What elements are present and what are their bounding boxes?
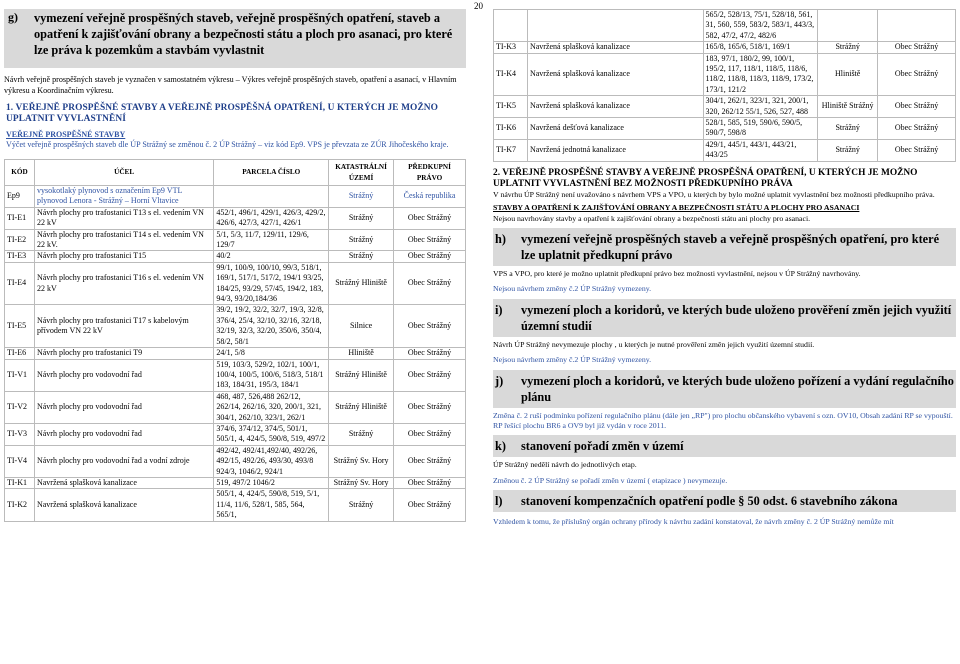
table-row <box>5 305 466 348</box>
cell-uzemi: Silnice <box>329 305 394 348</box>
cell-parcela: 452/1, 496/1, 429/1, 426/3, 429/2, 426/6, 427/3, 427/1, 426/1 <box>214 207 329 229</box>
cell-uzemi: Strážný <box>818 139 878 161</box>
section-g-label: g) <box>8 10 18 24</box>
table-row <box>5 251 466 262</box>
section-h-note: Nejsou návrhem změny č.2 ÚP Strážný vymezeny. <box>493 284 652 294</box>
section-j-note: Změna č. 2 ruší podmínku pořízení regulačního plánu (dále jen „RP") pro plochu občanského vybavení s ozn. OV10, Obsah zadání RP se vypouští. RP řešící plochu BR6 a OV9 byl již vydán v roce 2011. <box>493 410 953 430</box>
cell-kod: TI-E2 <box>5 229 35 251</box>
page-number: 20 <box>474 1 483 11</box>
cell-prava: Obec Strážný <box>878 139 956 161</box>
cell-parcela: 565/2, 528/13, 75/1, 528/18, 561, 31, 560, 559, 583/2, 583/1, 443/3, 582, 47/2, 47/2, 482/6 <box>703 10 818 42</box>
cell-kod: TI-K7 <box>494 139 528 161</box>
cell-kod: Ep9 <box>5 186 35 208</box>
cell-prava: Obec Strážný <box>878 118 956 140</box>
cell-kod: TI-K6 <box>494 118 528 140</box>
cell-kod: TI-K3 <box>494 42 528 53</box>
section-g-intro: Návrh veřejně prospěšných staveb je vyznačen v samostatném výkresu – Výkres veřejně prospěšných staveb, opatření a asanací, v Hlavním výkresu a Koordinačním výkresu. <box>4 75 457 95</box>
cell-kod: TI-V2 <box>5 391 35 423</box>
cell-ucel: Návrh plochy pro trafostanici T17 s kabelovým přívodem VN 22 kV <box>34 305 213 348</box>
cell-ucel: Navržená jednotná kanalizace <box>527 139 703 161</box>
section-1-title: 1. VEŘEJNĚ PROSPĚŠNÉ STAVBY A VEŘEJNĚ PROSPĚŠNÁ OPATŘENÍ, U KTERÝCH JE MOŽNO UPLATNIT VYVLASTNĚNÍ <box>6 103 439 124</box>
cell-ucel: Návrh plochy pro vodovodní řad <box>34 423 213 445</box>
table-row <box>494 118 956 140</box>
table-row <box>494 139 956 161</box>
cell-prava: Obec Strážný <box>394 477 466 488</box>
cell-ucel: Navržená splašková kanalizace <box>34 477 213 488</box>
cell-uzemi: Strážný <box>329 186 394 208</box>
table-row <box>5 391 466 423</box>
cell-uzemi: Hliniště Strážný <box>818 96 878 118</box>
table-row <box>5 348 466 359</box>
section-j-title: vymezení ploch a koridorů, ve kterých bude uloženo pořízení a vydání regulačního plánu <box>521 373 954 404</box>
cell-kod: TI-V4 <box>5 445 35 477</box>
section-1-note: Výčet veřejně prospěšných staveb dle ÚP Strážný se změnou č. 2 ÚP Strážný – viz kód Ep9. VPS je převzata ze ZÚR Jihočeského kraje. <box>6 140 449 149</box>
table-row <box>494 53 956 96</box>
cell-parcela <box>214 186 329 208</box>
cell-ucel: Návrh plochy pro vodovodní řad <box>34 391 213 423</box>
cell-prava <box>878 10 956 42</box>
cell-prava: Obec Strážný <box>394 207 466 229</box>
section-i-note: Nejsou návrhem změny č.2 ÚP Strážný vymezeny. <box>493 355 652 365</box>
cell-ucel: Navržená dešťová kanalizace <box>527 118 703 140</box>
cell-parcela: 505/1, 4, 424/5, 590/8, 519, 5/1, 11/4, 11/6, 528/1, 585, 564, 565/1, <box>214 489 329 521</box>
section-h-text: VPS a VPO, pro které je možno uplatnit předkupní právo bez možnosti vyvlastnění, nejsou v ÚP Strážný navrhovány. <box>493 268 861 278</box>
header-prava: PŘEDKUPNÍ PRÁVO <box>394 160 466 186</box>
cell-prava: Obec Strážný <box>394 251 466 262</box>
section-k-note: Změnou č. 2 ÚP Strážný se pořadí změn v území ( etapizace ) nevymezuje. <box>493 475 728 485</box>
cell-parcela: 5/1, 5/3, 11/7, 129/11, 129/6, 129/7 <box>214 229 329 251</box>
cell-parcela: 99/1, 100/9, 100/10, 99/3, 518/1, 169/1, 517/1, 517/2, 194/1 93/25, 184/25, 93/29, 57/45, 194/2, 183, 94/3, 93/20,184/36 <box>214 262 329 305</box>
section-1 <box>4 102 466 151</box>
cell-uzemi: Strážný <box>329 251 394 262</box>
section-h-label: h) <box>495 231 506 246</box>
section-i-header <box>493 299 956 337</box>
section-l-title: stanovení kompenzačních opatření podle § 50 odst. 6 stavebního zákona <box>521 494 898 509</box>
right-column <box>493 9 956 528</box>
cell-kod: TI-K2 <box>5 489 35 521</box>
table-row <box>5 445 466 477</box>
cell-prava: Obec Strážný <box>394 489 466 521</box>
section-2-text: V návrhu ÚP Strážný není uvažováno s návrhem VPS a VPO, u kterých by bylo možné uplatnit vyvlastnění bez možnosti předkupního práva. <box>493 189 935 199</box>
cell-ucel: Návrh plochy pro trafostanici T14 s el. vedením VN 22 kV. <box>34 229 213 251</box>
section-g-title: vymezení veřejně prospěšných staveb, veřejně prospěšných opatření, staveb a opatření k zajišťování obrany a bezpečnosti státu a ploch pro asanaci, pro které lze práva k pozemkům a stavbám vyvlastnit <box>34 11 453 57</box>
section-l-note: Vzhledem k tomu, že příslušný orgán ochrany přírody k návrhu zadání konstatoval, že návrh změny č. 2 ÚP Strážný nemůže mít <box>493 517 894 527</box>
cell-parcela: 304/1, 262/1, 323/1, 321, 200/1, 320, 262/12 55/1, 526, 527, 488 <box>703 96 818 118</box>
cell-kod: TI-E6 <box>5 348 35 359</box>
cell-ucel: Návrh plochy pro trafostanici T9 <box>34 348 213 359</box>
cell-parcela: 429/1, 445/1, 443/1, 443/21, 443/25 <box>703 139 818 161</box>
cell-parcela: 165/8, 165/6, 518/1, 169/1 <box>703 42 818 53</box>
section-1-subtitle: VEŘEJNĚ PROSPĚŠNÉ STAVBY <box>6 130 126 139</box>
cell-prava: Obec Strážný <box>394 262 466 305</box>
vps-table-continued-body <box>494 10 956 162</box>
section-i-label: i) <box>495 302 503 317</box>
cell-uzemi: Strážný <box>329 229 394 251</box>
cell-uzemi: Hliniště <box>329 348 394 359</box>
table-row <box>5 477 466 488</box>
cell-prava: Obec Strážný <box>394 348 466 359</box>
vps-table-continued <box>493 9 956 162</box>
section-i-text: Návrh ÚP Strážný nevymezuje plochy , u kterých je nutné prověření změn jejich využití územní studií. <box>493 339 815 349</box>
cell-prava: Obec Strážný <box>878 53 956 96</box>
table-row <box>5 186 466 208</box>
cell-prava: Obec Strážný <box>394 423 466 445</box>
section-l-header <box>493 490 956 512</box>
cell-ucel <box>527 10 703 42</box>
cell-ucel: Návrh plochy pro trafostanici T15 <box>34 251 213 262</box>
cell-parcela: 24/1, 5/8 <box>214 348 329 359</box>
cell-kod: TI-K4 <box>494 53 528 96</box>
vps-table-body <box>5 186 466 522</box>
cell-parcela: 528/1, 585, 519, 590/6, 590/5, 590/7, 598/8 <box>703 118 818 140</box>
cell-ucel: Navržená splašková kanalizace <box>527 96 703 118</box>
table-row <box>494 96 956 118</box>
cell-parcela: 468, 487, 526,488 262/12, 262/14, 262/16, 320, 200/1, 321, 304/1, 262/10, 323/1, 262/1 <box>214 391 329 423</box>
cell-uzemi: Strážný <box>329 489 394 521</box>
cell-uzemi <box>818 10 878 42</box>
cell-ucel: Návrh plochy pro trafostanici T13 s el. vedením VN 22 kV <box>34 207 213 229</box>
cell-kod: TI-E1 <box>5 207 35 229</box>
cell-ucel: vysokotlaký plynovod s označením Ep9 VTL plynovod Lenora - Strážný – Horní Vltavice <box>34 186 213 208</box>
cell-uzemi: Strážný <box>329 207 394 229</box>
cell-ucel: Navržená splašková kanalizace <box>34 489 213 521</box>
cell-uzemi: Strážný Hliniště <box>329 262 394 305</box>
cell-uzemi: Strážný Hliniště <box>329 359 394 391</box>
cell-parcela: 39/2, 19/2, 32/2, 32/7, 19/3, 32/8, 376/4, 25/4, 32/10, 32/16, 32/18, 32/19, 32/3, 32/20, 350/6, 350/4, 58/2, 58/1 <box>214 305 329 348</box>
cell-ucel: Návrh plochy pro trafostanici T16 s el. vedením VN 22 kV <box>34 262 213 305</box>
table-row <box>5 262 466 305</box>
cell-kod: TI-K1 <box>5 477 35 488</box>
section-k-title: stanovení pořadí změn v území <box>521 439 684 454</box>
left-column <box>4 9 466 522</box>
cell-kod: TI-E5 <box>5 305 35 348</box>
cell-ucel: Návrh plochy pro vodovodní řad <box>34 359 213 391</box>
cell-uzemi: Strážný Sv. Hory <box>329 445 394 477</box>
cell-uzemi: Strážný <box>329 423 394 445</box>
cell-ucel: Návrh plochy pro vodovodní řad a vodní zdroje <box>34 445 213 477</box>
header-uzemi: KATASTRÁLNÍ ÚZEMÍ <box>329 160 394 186</box>
section-j-label: j) <box>495 373 504 388</box>
table-row <box>5 229 466 251</box>
section-l-label: l) <box>495 494 503 509</box>
section-h-header <box>493 228 956 266</box>
cell-uzemi: Strážný Hliniště <box>329 391 394 423</box>
cell-prava: Obec Strážný <box>394 359 466 391</box>
header-ucel: ÚČEL <box>34 160 213 186</box>
section-j-header <box>493 370 956 408</box>
cell-parcela: 40/2 <box>214 251 329 262</box>
cell-prava: Obec Strážný <box>394 445 466 477</box>
section-h-title: vymezení veřejně prospěšných staveb a veřejně prospěšných opatření, pro které lze uplatnit předkupní právo <box>521 231 940 262</box>
cell-parcela: 183, 97/1, 180/2, 99, 100/1, 195/2, 117, 118/1, 118/5, 118/6, 118/2, 118/8, 118/3, 118/9, 173/2, 173/1, 121/2 <box>703 53 818 96</box>
cell-prava: Obec Strážný <box>878 96 956 118</box>
cell-parcela: 374/6, 374/12, 374/5, 501/1, 505/1, 4, 424/5, 590/8, 519, 497/2 <box>214 423 329 445</box>
cell-kod: TI-V1 <box>5 359 35 391</box>
table-row <box>5 423 466 445</box>
cell-prava: Obec Strážný <box>394 229 466 251</box>
cell-kod: TI-V3 <box>5 423 35 445</box>
section-k-text: ÚP Strážný nedělí návrh do jednotlivých etap. <box>493 460 637 470</box>
cell-prava: Česká republika <box>394 186 466 208</box>
section-k-label: k) <box>495 439 506 454</box>
table-row <box>5 489 466 521</box>
table-row <box>5 359 466 391</box>
cell-kod: TI-K5 <box>494 96 528 118</box>
cell-uzemi: Strážný <box>818 118 878 140</box>
cell-kod <box>494 10 528 42</box>
cell-uzemi: Strážný <box>818 42 878 53</box>
section-g-header <box>4 9 466 68</box>
cell-prava: Obec Strážný <box>394 391 466 423</box>
cell-uzemi: Hliniště <box>818 53 878 96</box>
cell-kod: TI-E4 <box>5 262 35 305</box>
table-row <box>494 10 956 42</box>
section-k-header <box>493 435 956 457</box>
section-2-subtitle: STAVBY A OPATŘENÍ K ZAJIŠŤOVÁNÍ OBRANY A BEZPEČNOSTI STÁTU A PLOCHY PRO ASANACI <box>493 203 860 213</box>
header-kod: KÓD <box>5 160 35 186</box>
vps-table <box>4 159 466 522</box>
section-2-title: 2. VEŘEJNĚ PROSPĚŠNÉ STAVBY A VEŘEJNĚ PROSPĚŠNÁ OPATŘENÍ, U KTERÝCH JE MOŽNO UPLATNIT VYVLASTNĚNÍ BEZ MOŽNOSTI PŘEDKUPNÍHO PRÁVA <box>493 167 918 189</box>
cell-prava: Obec Strážný <box>878 42 956 53</box>
table-row <box>5 207 466 229</box>
section-i-title: vymezení ploch a koridorů, ve kterých bude uloženo prověření změn jejich využití územní studií <box>521 302 952 333</box>
cell-ucel: Navržená splašková kanalizace <box>527 53 703 96</box>
cell-ucel: Navržená splašková kanalizace <box>527 42 703 53</box>
table-row <box>494 42 956 53</box>
section-2-subtext: Nejsou navrhovány stavby a opatření k zajišťování obrany a bezpečnosti státu ani plochy pro asanaci. <box>493 213 811 223</box>
cell-parcela: 519, 103/3, 529/2, 102/1, 100/1, 100/4, 100/5, 100/6, 518/3, 518/1 183, 184/31, 195/3, 184/1 <box>214 359 329 391</box>
cell-kod: TI-E3 <box>5 251 35 262</box>
cell-uzemi: Strážný Sv. Hory <box>329 477 394 488</box>
header-parcela: PARCELA ČÍSLO <box>214 160 329 186</box>
cell-prava: Obec Strážný <box>394 305 466 348</box>
cell-parcela: 519, 497/2 1046/2 <box>214 477 329 488</box>
cell-parcela: 492/42, 492/41,492/40, 492/26, 492/15, 492/26, 493/30, 493/8 924/3, 1046/2, 924/1 <box>214 445 329 477</box>
